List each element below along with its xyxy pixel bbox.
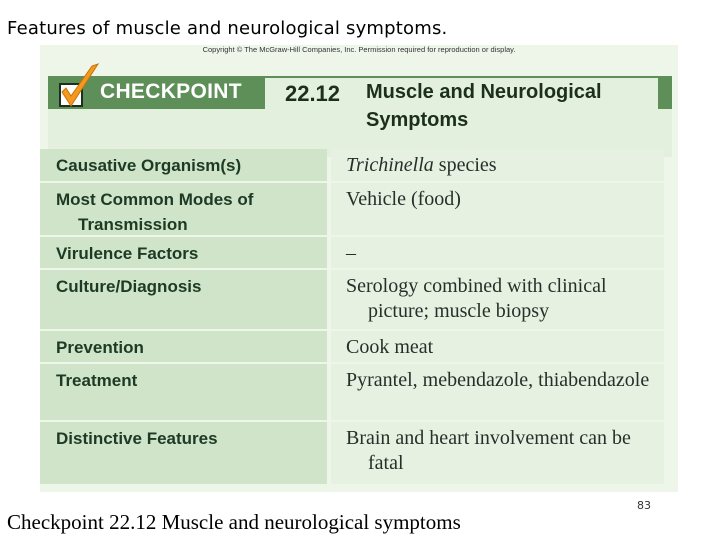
row-value [331, 270, 664, 329]
check-mark-icon [54, 62, 102, 114]
row-label: Virulence Factors [40, 237, 327, 268]
slide-title: Features of muscle and neurological symptoms. [7, 18, 448, 39]
row-label: Prevention [40, 331, 327, 362]
row-value: Vehicle (food) [331, 183, 664, 235]
checkpoint-heading [358, 78, 658, 153]
row-value-text: Pyrantel, mebendazole, thiabendazole [346, 369, 650, 391]
table-row [40, 270, 664, 329]
row-label: Causative Organism(s) [40, 149, 327, 181]
heading-line-1: Muscle and Neurological [366, 81, 602, 103]
row-label: Treatment [40, 364, 327, 420]
row-value-text: species [433, 154, 497, 176]
row-value: – [331, 237, 664, 268]
table-row [40, 149, 664, 181]
slide-caption: Checkpoint 22.12 Muscle and neurological symptoms [7, 510, 461, 534]
checkpoint-label: CHECKPOINT [100, 80, 242, 103]
table-row [40, 331, 664, 362]
row-label-text: Most Common Modes of Transmission [56, 190, 254, 234]
row-label: Culture/Diagnosis [40, 270, 327, 329]
row-value-text: Brain and heart involvement can be fatal [346, 427, 631, 474]
row-label: Distinctive Features [40, 422, 327, 484]
genus-name: Trichinella [346, 154, 434, 176]
page-number: 83 [637, 499, 651, 512]
checkpoint-header [48, 76, 672, 157]
table-row [40, 364, 664, 420]
table-row [40, 237, 664, 268]
row-value [331, 422, 664, 484]
row-value [331, 364, 664, 420]
row-value [331, 149, 664, 181]
heading-line-2: Symptoms [366, 109, 469, 131]
checkpoint-number: 22.12 [265, 78, 360, 109]
copyright-notice: Copyright © The McGraw-Hill Companies, Inc. Permission required for reproduction or display. [202, 45, 516, 54]
row-value-text: Serology combined with clinical picture; muscle biopsy [346, 275, 607, 322]
row-label [40, 183, 327, 235]
row-value: Cook meat [331, 331, 664, 362]
table-row [40, 183, 664, 235]
table-row [40, 422, 664, 484]
checkpoint-figure [40, 45, 678, 492]
